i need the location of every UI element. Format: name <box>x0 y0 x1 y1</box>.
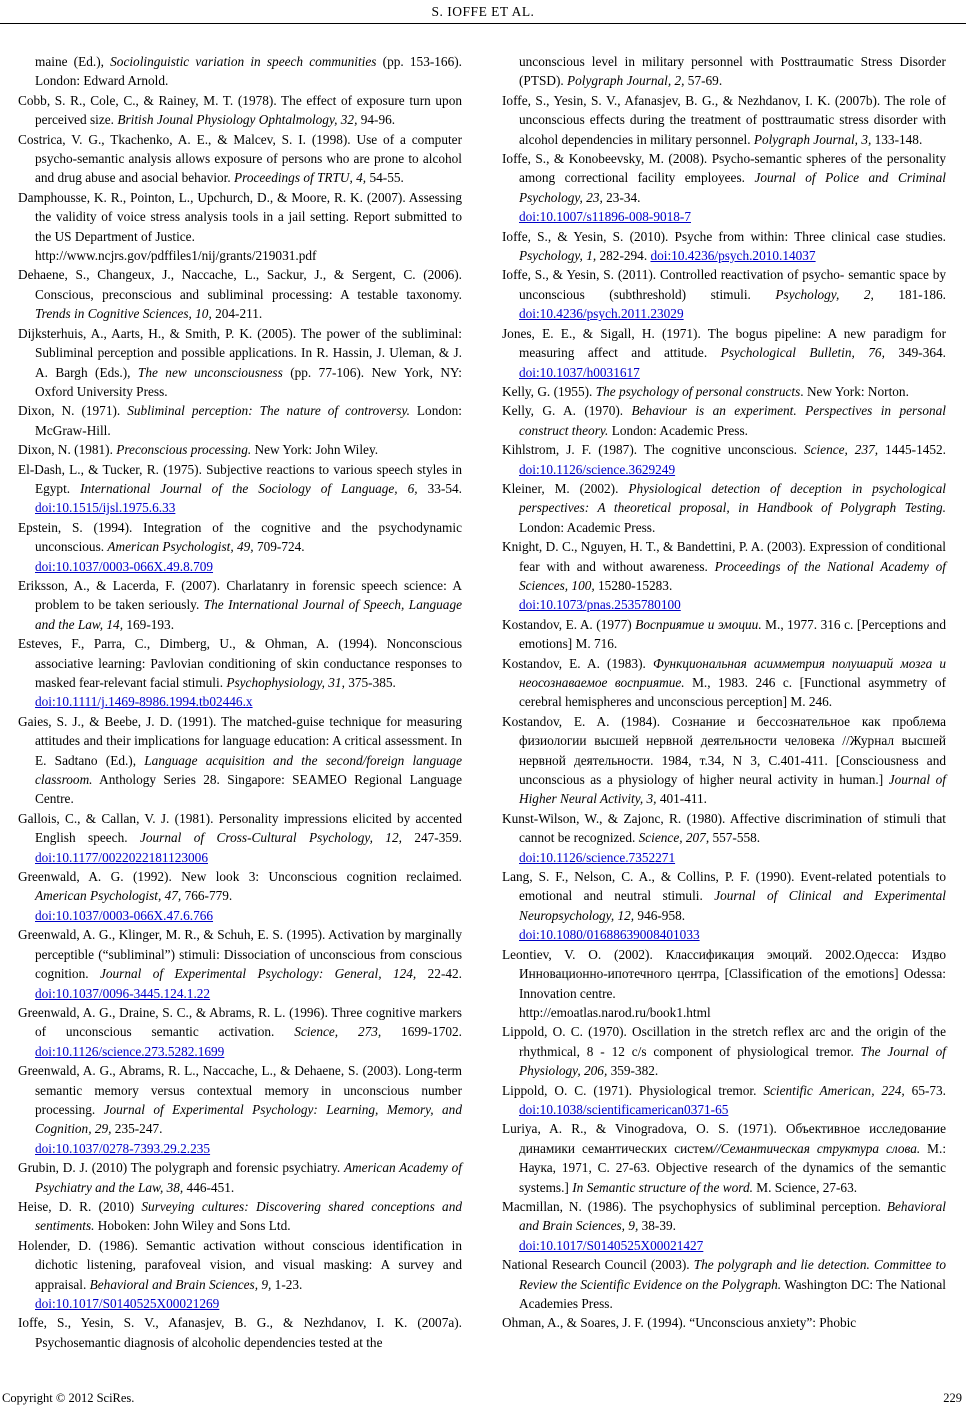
reference-text: Ioffe, S., Yesin, S. V., Afanasjev, B. G., & Nezhdanov, I. K. (2007a). Psychosemantic diagnosis of alcoholic dependencies tested at the <box>18 1315 462 1350</box>
header-rule <box>0 23 966 24</box>
reference-entry <box>502 1197 946 1255</box>
reference-entry <box>18 265 462 323</box>
reference-text: Heise, D. R. (2010) <box>18 1198 142 1214</box>
reference-entry <box>18 52 462 91</box>
reference-title: The new unconsciousness <box>137 364 283 380</box>
reference-entry <box>502 1119 946 1197</box>
reference-title: Science, 207, <box>638 830 710 846</box>
reference-entry <box>502 91 946 149</box>
doi-link[interactable]: doi:10.1126/science.273.5282.1699 <box>35 1043 225 1059</box>
reference-text: Kostandov, E. A. (1977) <box>502 616 636 632</box>
reference-title: Subliminal perception: The nature of controversy. <box>127 403 410 419</box>
reference-title: Journal of Cross-Cultural Psychology, 12, <box>139 830 402 846</box>
reference-text: Greenwald, A. G., Klinger, M. R., & Schuh, E. S. (1995). Activation by marginally perceptible (“subliminal”) stimuli: Dissociation of unconscious from conscious cognition. <box>18 927 462 982</box>
reference-title: Polygraph Journal, 2, <box>567 73 685 89</box>
reference-entry <box>502 149 946 227</box>
reference-text: Grubin, D. J. (2010) The polygraph and forensic psychiatry. <box>18 1160 344 1176</box>
reference-entry <box>18 867 462 925</box>
reference-title: //Семантическая структура слова. <box>713 1140 921 1156</box>
reference-entry <box>502 867 946 945</box>
reference-text: Costrica, V. G., Tkachenko, A. E., & Malcev, S. I. (1998). Use of a computer psycho-semantic analysis allows exposure of persons who are prone to alcohol and drug abuse and asocial behavior. <box>18 131 462 186</box>
reference-text: Washington DC: The National Academies Press. <box>519 1276 946 1311</box>
reference-entry <box>18 809 462 867</box>
reference-text: 235-247. <box>111 1121 163 1137</box>
doi-link[interactable]: doi:10.1073/pnas.2535780100 <box>519 597 681 613</box>
doi-link[interactable]: doi:10.1080/01688639008401033 <box>519 927 700 943</box>
reference-title: Proceedings of the National Academy of Sciences, 100, <box>519 558 946 593</box>
reference-title: American Psychologist, 49, <box>107 539 254 555</box>
reference-title: Psychological Bulletin, 76, <box>720 345 885 361</box>
reference-entry <box>18 1236 462 1314</box>
reference-title: Journal of Experimental Psychology: General, 124, <box>99 966 417 982</box>
reference-title: British Jounal Physiology Ophtalmology, 32, <box>117 112 358 128</box>
reference-entry <box>502 440 946 479</box>
reference-title: Восприятие и эмоции. <box>635 616 762 632</box>
reference-text: maine (Ed.), <box>35 54 111 69</box>
reference-text: 359-382. <box>607 1063 659 1079</box>
reference-title: Trends in Cognitive Sciences, 10, <box>35 306 212 322</box>
reference-text: 282-294. <box>596 248 651 264</box>
reference-entry <box>18 712 462 809</box>
reference-entry <box>18 440 462 459</box>
reference-title: Sociolinguistic variation in speech communities <box>110 54 377 69</box>
reference-text: Holender, D. (1986). Semantic activation without conscious identification in dichotic listening, parafoveal vision, and visual masking: A survey and appraisal. <box>18 1237 462 1292</box>
doi-link[interactable]: doi:10.4236/psych.2010.14037 <box>650 248 816 264</box>
running-head: S. IOFFE ET AL. <box>431 4 535 19</box>
doi-link[interactable]: doi:10.1037/0278-7393.29.2.235 <box>35 1140 211 1156</box>
reference-text: Hoboken: John Wiley and Sons Ltd. <box>94 1218 291 1234</box>
reference-text: Kihlstrom, J. F. (1987). The cognitive unconscious. <box>502 442 804 458</box>
reference-title: Proceedings of TRTU, 4, <box>234 170 367 186</box>
reference-text: . New York: Norton. <box>800 383 909 399</box>
reference-title: Physiological detection of deception in psychological perspectives: A theoretical proposal, in Handbook of Polygraph Testing. <box>519 480 947 516</box>
reference-text: Ioffe, S., Yesin, S. V., Afanasjev, B. G., & Nezhdanov, I. K. (2007b). The role of unconscious effects during the treatment of posttraumatic stress disorder with alcohol dependencies in military personnel. <box>502 92 946 147</box>
reference-text: Cobb, S. R., Cole, C., & Rainey, M. T. (1978). The effect of exposure turn upon perceived size. <box>18 92 462 128</box>
reference-text: 169-193. <box>123 616 175 632</box>
doi-link[interactable]: doi:10.1177/0022022181123006 <box>35 849 208 865</box>
reference-title: Scientific American, 224, <box>763 1082 905 1098</box>
reference-text: 22-42. <box>416 966 462 982</box>
reference-text: Leontiev, V. O. (2002). Классификация эмоций. 2002.Одесса: Издво Инновационно-ипотечного центра, [Classification of the emotions] Odessa: Innovation centre. <box>502 946 946 1001</box>
reference-entry <box>502 1081 946 1120</box>
doi-link[interactable]: doi:10.4236/psych.2011.23029 <box>519 306 684 322</box>
reference-text: Damphousse, K. R., Pointon, L., Upchurch, D., & Moore, R. K. (2007). Assessing the validity of voice stress analysis tools in a jail setting. Report submitted to the US Department of Justice. <box>18 189 462 244</box>
reference-entry <box>502 1255 946 1313</box>
reference-text: 946-958. <box>634 907 686 923</box>
reference-title: Journal of Higher Neural Activity, 3, <box>519 772 946 807</box>
reference-text: London: McGraw-Hill. <box>35 403 462 438</box>
doi-link[interactable]: doi:10.1037/0003-066X.49.8.709 <box>35 558 214 574</box>
reference-title: The International Journal of Speech, Language and the Law, 14, <box>35 597 462 632</box>
reference-entry <box>18 188 462 266</box>
right-column <box>502 52 946 1333</box>
reference-text: Ohman, A., & Soares, J. F. (1994). “Unconscious anxiety”: Phobic <box>502 1315 857 1331</box>
reference-text: 1445-1452. <box>878 442 946 458</box>
reference-text: M., 1977. 316 c. [Perceptions and emotions] M. 716. <box>519 616 946 652</box>
reference-entry <box>502 227 946 266</box>
reference-title: Psychology, 2, <box>775 286 874 302</box>
reference-text: Dehaene, S., Changeux, J., Naccache, L., Sackur, J., & Sergent, C. (2006). Conscious, preconscious and subliminal processing: A testable taxonomy. <box>18 267 462 302</box>
reference-title: Surveying cultures: Discovering shared conceptions and sentiments. <box>35 1198 462 1234</box>
reference-text: London: Academic Press. <box>608 422 748 438</box>
reference-entry <box>18 576 462 634</box>
reference-text: Epstein, S. (1994). Integration of the cognitive and the psychodynamic unconscious. <box>18 519 462 555</box>
reference-entry <box>18 518 462 576</box>
reference-entry <box>502 712 946 809</box>
page-number: 229 <box>943 1391 962 1405</box>
reference-text: 349-364. <box>884 345 947 361</box>
reference-text: 33-54. <box>417 480 463 496</box>
reference-text: M. Science, 27-63. <box>752 1179 858 1195</box>
reference-title: Psychology, 1, <box>519 248 597 264</box>
reference-title: The psychology of personal constructs <box>595 383 801 399</box>
reference-entry <box>18 401 462 440</box>
reference-title: International Journal of the Sociology of Language, 6, <box>80 480 418 496</box>
reference-entry <box>18 1061 462 1158</box>
reference-title: Behavioral and Brain Sciences, 9, <box>519 1198 946 1234</box>
reference-entry <box>502 382 946 401</box>
reference-title: American Psychologist, 47, <box>35 888 182 904</box>
reference-title: Psychophysiology, 31, <box>226 675 345 690</box>
reference-entry <box>502 265 946 323</box>
reference-entry <box>18 925 462 1003</box>
reference-text: Knight, D. C., Nguyen, H. T., & Bandettini, P. A. (2003). Expression of conditional fear with and without awareness. <box>502 539 946 574</box>
reference-title: Journal of Experimental Psychology: Learning, Memory, and Cognition, 29, <box>35 1101 462 1137</box>
reference-text: Eriksson, A., & Lacerda, F. (2007). Charlatanry in forensic speech science: A problem to be taken seriously. <box>18 577 462 613</box>
reference-text: 247-359. <box>401 830 463 846</box>
reference-text: Jones, E. E., & Sigall, H. (1971). The bogus pipeline: A new paradigm for measuring affect and attitude. <box>502 325 946 361</box>
reference-title: Behaviour is an experiment. Perspectives in personal construct theory. <box>519 403 946 438</box>
reference-text: (pp. 153-166). London: Edward Arnold. <box>35 54 462 89</box>
doi-link[interactable]: doi:10.1126/science.7352271 <box>519 849 676 865</box>
reference-entry <box>18 1158 462 1197</box>
reference-text: 94-96. <box>357 112 396 128</box>
reference-text: Macmillan, N. (1986). The psychophysics of subliminal perception. <box>502 1198 887 1214</box>
reference-entry <box>502 1313 946 1332</box>
reference-text: Kelly, G. A. (1970). <box>502 403 632 419</box>
reference-text: El-Dash, L., & Tucker, R. (1975). Subjective reactions to various speech styles in Egypt. <box>18 461 462 496</box>
reference-text: Kostandov, E. A. (1984). Сознание и бессознательное как проблема физиологии высшей нервной деятельности человека //Журнал высшей нервной деятельности. 1984, т.34, N 3, С.401-411. [Consciousness and unconscious as a physiology of higher neural activity in human.] <box>502 713 946 788</box>
reference-text: Lippold, O. C. (1971). Physiological tremor. <box>502 1082 764 1098</box>
reference-entry <box>502 324 946 382</box>
reference-title: Language acquisition and the second/foreign language classroom. <box>35 752 462 788</box>
reference-title: Journal of Police and Criminal Psychology, 23, <box>519 170 946 205</box>
reference-text: Kunst-Wilson, W., & Zajonc, R. (1980). Affective discrimination of stimuli that cannot be recognized. <box>502 810 946 846</box>
reference-text: 1-23. <box>271 1276 303 1292</box>
reference-entry <box>18 1197 462 1236</box>
reference-text: Lang, S. F., Nelson, C. A., & Collins, P. F. (1990). Event-related potentials to emotional and neutral stimuli. <box>502 869 946 904</box>
reference-title: The polygraph and lie detection. Committee to Review the Scientific Evidence on the Polygraph. <box>519 1257 946 1292</box>
reference-title: American Academy of Psychiatry and the Law, 38, <box>35 1160 462 1195</box>
reference-text: Gallois, C., & Callan, V. J. (1981). Personality impressions elicited by accented English speech. <box>18 810 462 846</box>
reference-entry <box>18 460 462 518</box>
reference-text: New York: John Wiley. <box>251 442 379 458</box>
reference-text: London: Academic Press. <box>519 519 656 535</box>
reference-url[interactable]: http://www.ncjrs.gov/pdffiles1/nij/grants/219031.pdf <box>35 248 317 264</box>
reference-text: Ioffe, S., & Yesin, S. (2010). Psyche from within: Three clinical case studies. <box>502 228 946 244</box>
doi-link[interactable]: doi:10.1038/scientificamerican0371-65 <box>519 1101 729 1117</box>
doi-link[interactable]: doi:10.1017/S0140525X00021269 <box>35 1296 220 1311</box>
reference-text: Kostandov, E. A. (1983). <box>502 655 653 671</box>
reference-entry <box>502 537 946 615</box>
reference-entry <box>18 91 462 130</box>
reference-text: M., 1983. 246 c. [Functional asymmetry of cerebral hemispheres and unconscious perception] M. 246. <box>519 675 946 710</box>
reference-text: Kleiner, M. (2002). <box>502 480 629 496</box>
reference-title: Функциональная асимметрия полушарий мозга и неосознаваемое восприятие. <box>519 655 946 690</box>
reference-entry <box>502 809 946 867</box>
reference-title: Polygraph Journal, 3, <box>753 131 872 147</box>
reference-entry <box>18 634 462 712</box>
reference-text: Anthology Series 28. Singapore: SEAMEO Regional Language Centre. <box>35 772 462 807</box>
copyright-notice: Copyright © 2012 SciRes. <box>2 1391 135 1405</box>
doi-link[interactable]: doi:10.1037/0096-3445.124.1.22 <box>35 985 211 1001</box>
reference-text: Lippold, O. C. (1970). Oscillation in the stretch reflex arc and the origin of the rhythmical, 8 - 12 c/s component of physiological tremor. <box>502 1024 946 1059</box>
reference-title: The Journal of Physiology, 206, <box>519 1043 946 1079</box>
reference-text: М.: Наука, 1971, С. 27-63. Objective research of the dynamics of the semantic systems.] <box>519 1140 947 1195</box>
left-column <box>18 52 462 1352</box>
reference-text: Greenwald, A. G., Abrams, R. L., Naccache, L., & Dehaene, S. (2003). Long-term semantic memory versus contextual memory in unconscious number processing. <box>18 1063 462 1117</box>
reference-text: 446-451. <box>183 1179 235 1195</box>
reference-entry <box>18 1313 462 1352</box>
reference-text: Dixon, N. (1971). <box>18 403 128 419</box>
reference-entry <box>502 52 946 91</box>
reference-text: 133-148. <box>871 131 923 147</box>
reference-entry <box>18 324 462 402</box>
reference-title: Science, 273, <box>294 1024 382 1040</box>
reference-text: 204-211. <box>211 306 263 322</box>
reference-text: 38-39. <box>638 1218 676 1234</box>
doi-link[interactable]: doi:10.1017/S0140525X00021427 <box>519 1237 704 1253</box>
reference-title: Preconscious processing. <box>116 442 252 458</box>
doi-link[interactable]: doi:10.1515/ijsl.1975.6.33 <box>35 500 176 516</box>
doi-link[interactable]: doi:10.1126/science.3629249 <box>519 461 676 477</box>
reference-text: 65-73. <box>904 1082 947 1098</box>
reference-text: National Research Council (2003). <box>502 1257 694 1273</box>
reference-text: 57-69. <box>684 73 723 89</box>
reference-entry <box>502 945 946 1023</box>
reference-title: Science, 237, <box>803 442 879 458</box>
reference-entry <box>502 479 946 537</box>
reference-entry <box>502 401 946 440</box>
doi-link[interactable]: doi:10.1111/j.1469-8986.1994.tb02446.x <box>35 694 253 710</box>
doi-link[interactable]: doi:10.1007/s11896-008-9018-7 <box>519 209 691 225</box>
reference-entry <box>502 1022 946 1080</box>
reference-title: Journal of Clinical and Experimental Neuropsychology, 12, <box>519 888 946 923</box>
reference-text: Dijksterhuis, A., Aarts, H., & Smith, P. K. (2005). The power of the subliminal: Subliminal perception and possible applications. In R. Hassin, J. Uleman, & J. A. Bargh (Eds.), <box>18 325 462 380</box>
reference-text: 181-186. <box>873 286 946 302</box>
reference-title: In Semantic structure of the word. <box>572 1179 753 1195</box>
reference-text: unconscious level in military personnel with Posttraumatic Stress Disorder (PTSD). <box>519 54 946 89</box>
reference-text: 557-558. <box>709 830 761 846</box>
reference-text: 23-34. <box>602 189 641 205</box>
reference-entry <box>18 130 462 188</box>
reference-title: Behavioral and Brain Sciences, 9, <box>89 1276 272 1292</box>
doi-link[interactable]: doi:10.1037/0003-066X.47.6.766 <box>35 907 214 923</box>
reference-text: Ioffe, S., & Yesin, S. (2011). Controlled reactivation of psycho- semantic space by unconscious (subthreshold) stimuli. <box>502 267 946 302</box>
reference-text: 401-411. <box>656 791 707 807</box>
reference-text: Esteves, F., Parra, C., Dimberg, U., & Ohman, A. (1994). Nonconscious associative learning: Pavlovian conditioning of skin conductance responses to masked fear-relevant facial stimuli. <box>18 636 462 690</box>
reference-text: 15280-15283. <box>594 577 673 593</box>
reference-url[interactable]: http://emoatlas.narod.ru/book1.html <box>519 1004 711 1020</box>
doi-link[interactable]: doi:10.1037/h0031617 <box>519 364 640 380</box>
reference-text: 766-779. <box>181 888 233 904</box>
reference-text: Ioffe, S., & Konobeevsky, M. (2008). Psycho-semantic spheres of the personality among correctional facility employees. <box>502 151 946 186</box>
reference-text: Greenwald, A. G. (1992). New look 3: Unconscious cognition reclaimed. <box>18 869 462 885</box>
reference-text: 1699-1702. <box>381 1024 462 1040</box>
reference-entry <box>18 1003 462 1061</box>
reference-text: Dixon, N. (1981). <box>18 442 117 458</box>
reference-text: Luriya, A. R., & Vinogradova, O. S. (1971). Объективное исследование динамики семантических систем <box>502 1121 946 1156</box>
reference-text: (pp. 77-106). New York, NY: Oxford University Press. <box>35 364 462 399</box>
reference-entry <box>502 654 946 712</box>
reference-text: 375-385. <box>344 675 396 690</box>
reference-text: 54-55. <box>366 170 404 186</box>
reference-text: Greenwald, A. G., Draine, S. C., & Abrams, R. L. (1996). Three cognitive markers of unconscious semantic activation. <box>18 1004 462 1040</box>
reference-text: Gaies, S. J., & Beebe, J. D. (1991). The matched-guise technique for measuring attitudes and their implications for language education: A critical assessment. In E. Sadtano (Ed.), <box>18 713 462 768</box>
reference-entry <box>502 615 946 654</box>
reference-text: Kelly, G. (1955). <box>502 383 596 399</box>
reference-text: 709-724. <box>253 539 305 555</box>
